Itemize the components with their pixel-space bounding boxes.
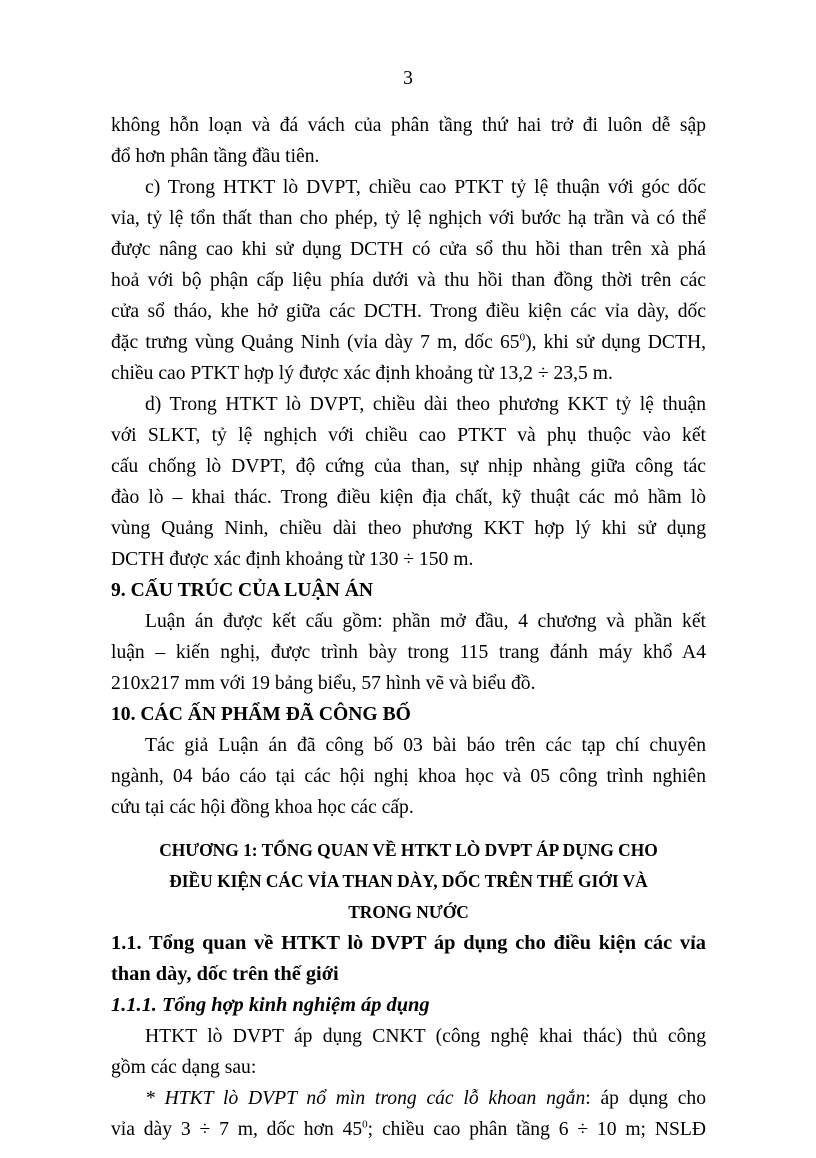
- paragraph-d-line: d) Trong HTKT lò DVPT, chiều dài theo phương KKT tỷ lệ thuận: [145, 394, 706, 415]
- section-1-1-heading: than dày, dốc trên thế giới: [111, 963, 339, 985]
- section-10-line: Tác giả Luận án đã công bố 03 bài báo trên các tạp chí chuyên: [145, 735, 706, 756]
- section-10-line: ngành, 04 báo cáo tại các hội nghị khoa học và 05 công trình nghiên: [111, 766, 706, 787]
- paragraph-c-line: được nâng cao khi sử dụng DCTH có cửa sổ thu hồi than trên xà phá: [111, 239, 706, 260]
- text-run: : áp dụng cho: [585, 1088, 706, 1109]
- chapter-title-line: TRONG NƯỚC: [348, 902, 469, 922]
- section-1-1-1-line: gồm các dạng sau:: [111, 1057, 257, 1078]
- bullet-line: [111, 1083, 706, 1114]
- section-10-heading: 10. CÁC ẤN PHẨM ĐÃ CÔNG BỐ: [111, 704, 411, 725]
- paragraph-d-line: với SLKT, tỷ lệ nghịch với chiều cao PTKT và phụ thuộc vào kết: [111, 425, 706, 446]
- paragraph-c-line: hoả với bộ phận cấp liệu phía dưới và thu hồi than đồng thời trên các: [111, 270, 706, 291]
- section-10-line: cứu tại các hội đồng khoa học các cấp.: [111, 797, 414, 818]
- superscript: 0: [519, 331, 526, 344]
- paragraph-d-line: vùng Quảng Ninh, chiều dài theo phương KKT hợp lý khi sử dụng: [111, 518, 706, 539]
- paragraph-d-line: đào lò – khai thác. Trong điều kiện địa chất, kỹ thuật các mỏ hầm lò: [111, 487, 706, 508]
- page-body: [111, 110, 706, 1145]
- section-1-1-1-line: HTKT lò DVPT áp dụng CNKT (công nghệ khai thác) thủ công: [145, 1026, 706, 1047]
- section-1-1-heading: 1.1. Tổng quan về HTKT lò DVPT áp dụng cho điều kiện các vỉa: [111, 932, 706, 954]
- paragraph-d-line: cấu chống lò DVPT, độ cứng của than, sự nhịp nhàng giữa công tác: [111, 456, 706, 477]
- superscript: 0: [362, 1118, 368, 1131]
- text-run: đặc trưng vùng Quảng Ninh (vỉa dày 7 m, dốc 65: [111, 332, 520, 353]
- paragraph-c-line: vỉa, tỷ lệ tổn thất than cho phép, tỷ lệ nghịch với bước hạ trần và có thể: [111, 208, 706, 229]
- section-9-line: luận – kiến nghị, được trình bày trong 115 trang đánh máy khổ A4: [111, 642, 706, 663]
- paragraph-c-line: cửa sổ tháo, khe hở giữa các DCTH. Trong điều kiện các vỉa dày, dốc: [111, 301, 706, 322]
- text-run: ), khi sử dụng DCTH,: [525, 332, 706, 353]
- paragraph-d-line: DCTH được xác định khoảng từ 130 ÷ 150 m.: [111, 549, 474, 570]
- chapter-title-line: ĐIỀU KIỆN CÁC VỈA THAN DÀY, DỐC TRÊN THẾ GIỚI VÀ: [169, 871, 648, 891]
- section-1-1-1-heading: 1.1.1. Tổng hợp kinh nghiệm áp dụng: [111, 994, 430, 1016]
- page-number: 3: [403, 68, 413, 89]
- italic-run: * HTKT lò DVPT nổ mìn trong các lỗ khoan ngắn: [145, 1088, 586, 1109]
- paragraph-line: đổ hơn phân tầng đầu tiên.: [111, 146, 320, 167]
- paragraph-c-line: [111, 327, 706, 358]
- paragraph-c-line: c) Trong HTKT lò DVPT, chiều cao PTKT tỷ lệ thuận với góc dốc: [145, 177, 706, 198]
- bullet-line: [111, 1114, 706, 1145]
- paragraph-c-line: chiều cao PTKT hợp lý được xác định khoảng từ 13,2 ÷ 23,5 m.: [111, 363, 613, 384]
- text-run: ; chiều cao phân tầng 6 ÷ 10 m; NSLĐ: [367, 1119, 706, 1140]
- section-9-line: Luận án được kết cấu gồm: phần mở đầu, 4 chương và phần kết: [145, 611, 706, 632]
- text-run: vỉa dày 3 ÷ 7 m, dốc hơn 45: [111, 1119, 363, 1140]
- section-9-line: 210x217 mm với 19 bảng biểu, 57 hình vẽ và biểu đồ.: [111, 673, 536, 694]
- chapter-title-line: CHƯƠNG 1: TỔNG QUAN VỀ HTKT LÒ DVPT ÁP DỤNG CHO: [159, 840, 658, 860]
- section-9-heading: 9. CẤU TRÚC CỦA LUẬN ÁN: [111, 580, 373, 601]
- paragraph-line: không hỗn loạn và đá vách của phân tầng thứ hai trở đi luôn dễ sập: [111, 115, 706, 136]
- spacer: [111, 823, 706, 835]
